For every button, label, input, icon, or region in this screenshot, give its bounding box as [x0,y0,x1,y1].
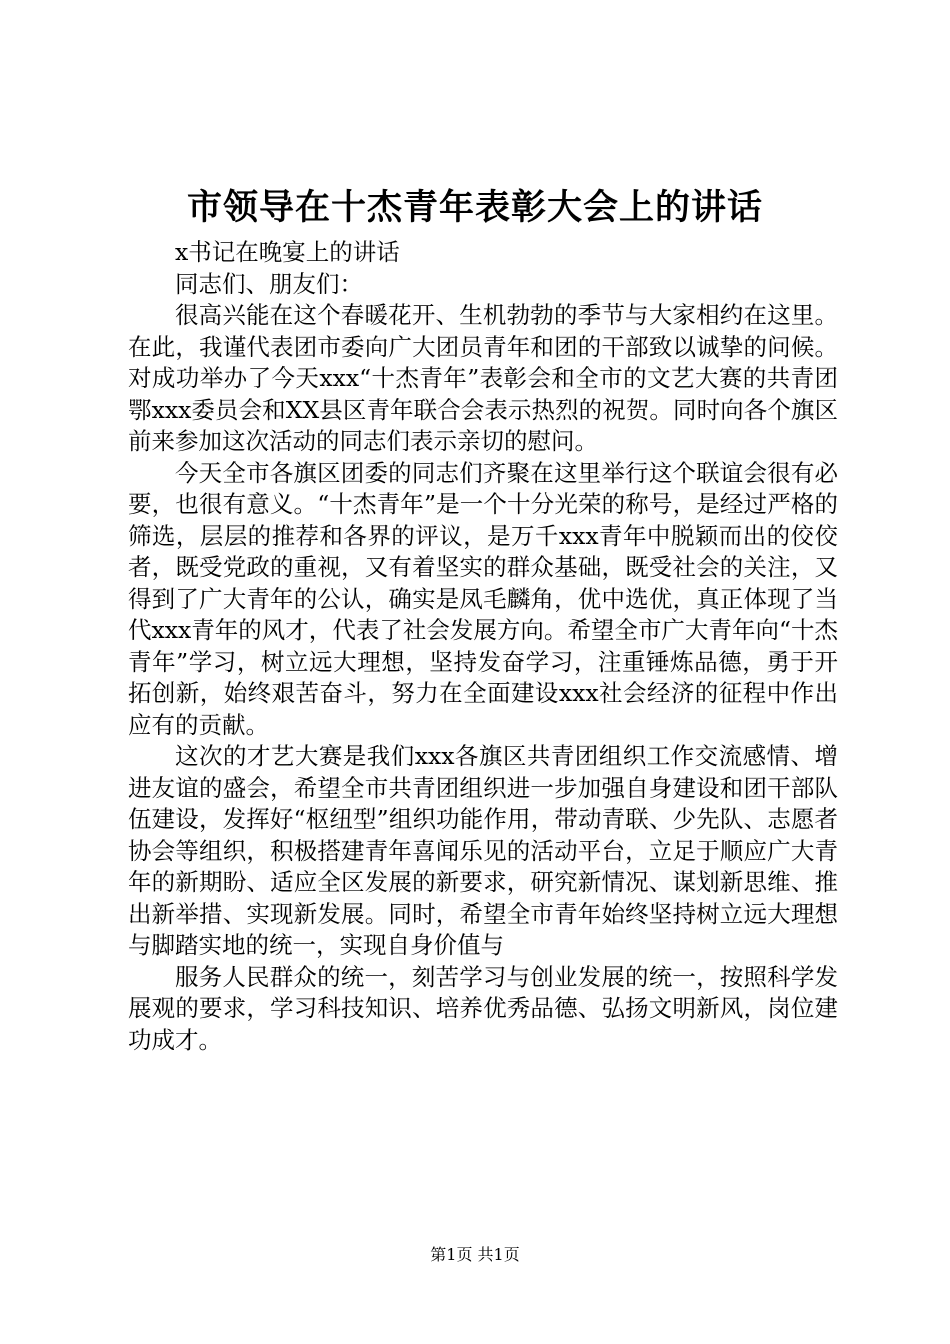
document-title: 市领导在十杰青年表彰大会上的讲话 [186,187,763,228]
paragraph-1: 很高兴能在这个春暖花开、生机勃勃的季节与大家相约在这里。在此，我谨代表团市委向广大团员青年和团的干部致以诚挚的问候。对成功举办了今天xxx“十杰青年”表彰会和全市的文艺大赛的共青团鄂xxx委员会和XX县区青年联合会表示热烈的祝贺。同时向各个旗区前来参加这次活动的同志们表示亲切的慰问。 [128,301,838,455]
paragraph-3: 这次的才艺大赛是我们xxx各旗区共青团组织工作交流感情、增进友谊的盛会，希望全市共青团组织进一步加强自身建设和团干部队伍建设，发挥好“枢纽型”组织功能作用，带动青联、少先队、志愿者协会等组织，积极搭建青年喜闻乐见的活动平台，立足于顺应广大青年的新期盼、适应全区发展的新要求，研究新情况、谋划新思维、推出新举措、实现新发展。同时，希望全市青年始终坚持树立远大理想与脚踏实地的统一，实现自身价值与 [128,742,838,959]
sub-heading: x书记在晚宴上的讲话 [175,238,400,266]
paragraph-2: 今天全市各旗区团委的同志们齐聚在这里举行这个联谊会很有必要，也很有意义。“十杰青年”是一个十分光荣的称号，是经过严格的筛选，层层的推荐和各界的评议，是万千xxx青年中脱颖而出的佼佼者，既受党政的重视，又有着坚实的群众基础，既受社会的关注，又得到了广大青年的公认，确实是凤毛麟角，优中选优，真正体现了当代xxx青年的风才，代表了社会发展方向。希望全市广大青年向“十杰青年”学习，树立远大理想，坚持发奋学习，注重锤炼品德，勇于开拓创新，始终艰苦奋斗，努力在全面建设xxx社会经济的征程中作出应有的贡献。 [128,458,838,739]
salutation: 同志们、朋友们： [175,269,363,298]
paragraph-4: 服务人民群众的统一，刻苦学习与创业发展的统一，按照科学发展观的要求，学习科技知识、培养优秀品德、弘扬文明新风，岗位建功成才。 [128,962,838,1054]
document-body [128,237,838,1056]
page-number-footer: 第1页 共1页 [430,1245,520,1264]
